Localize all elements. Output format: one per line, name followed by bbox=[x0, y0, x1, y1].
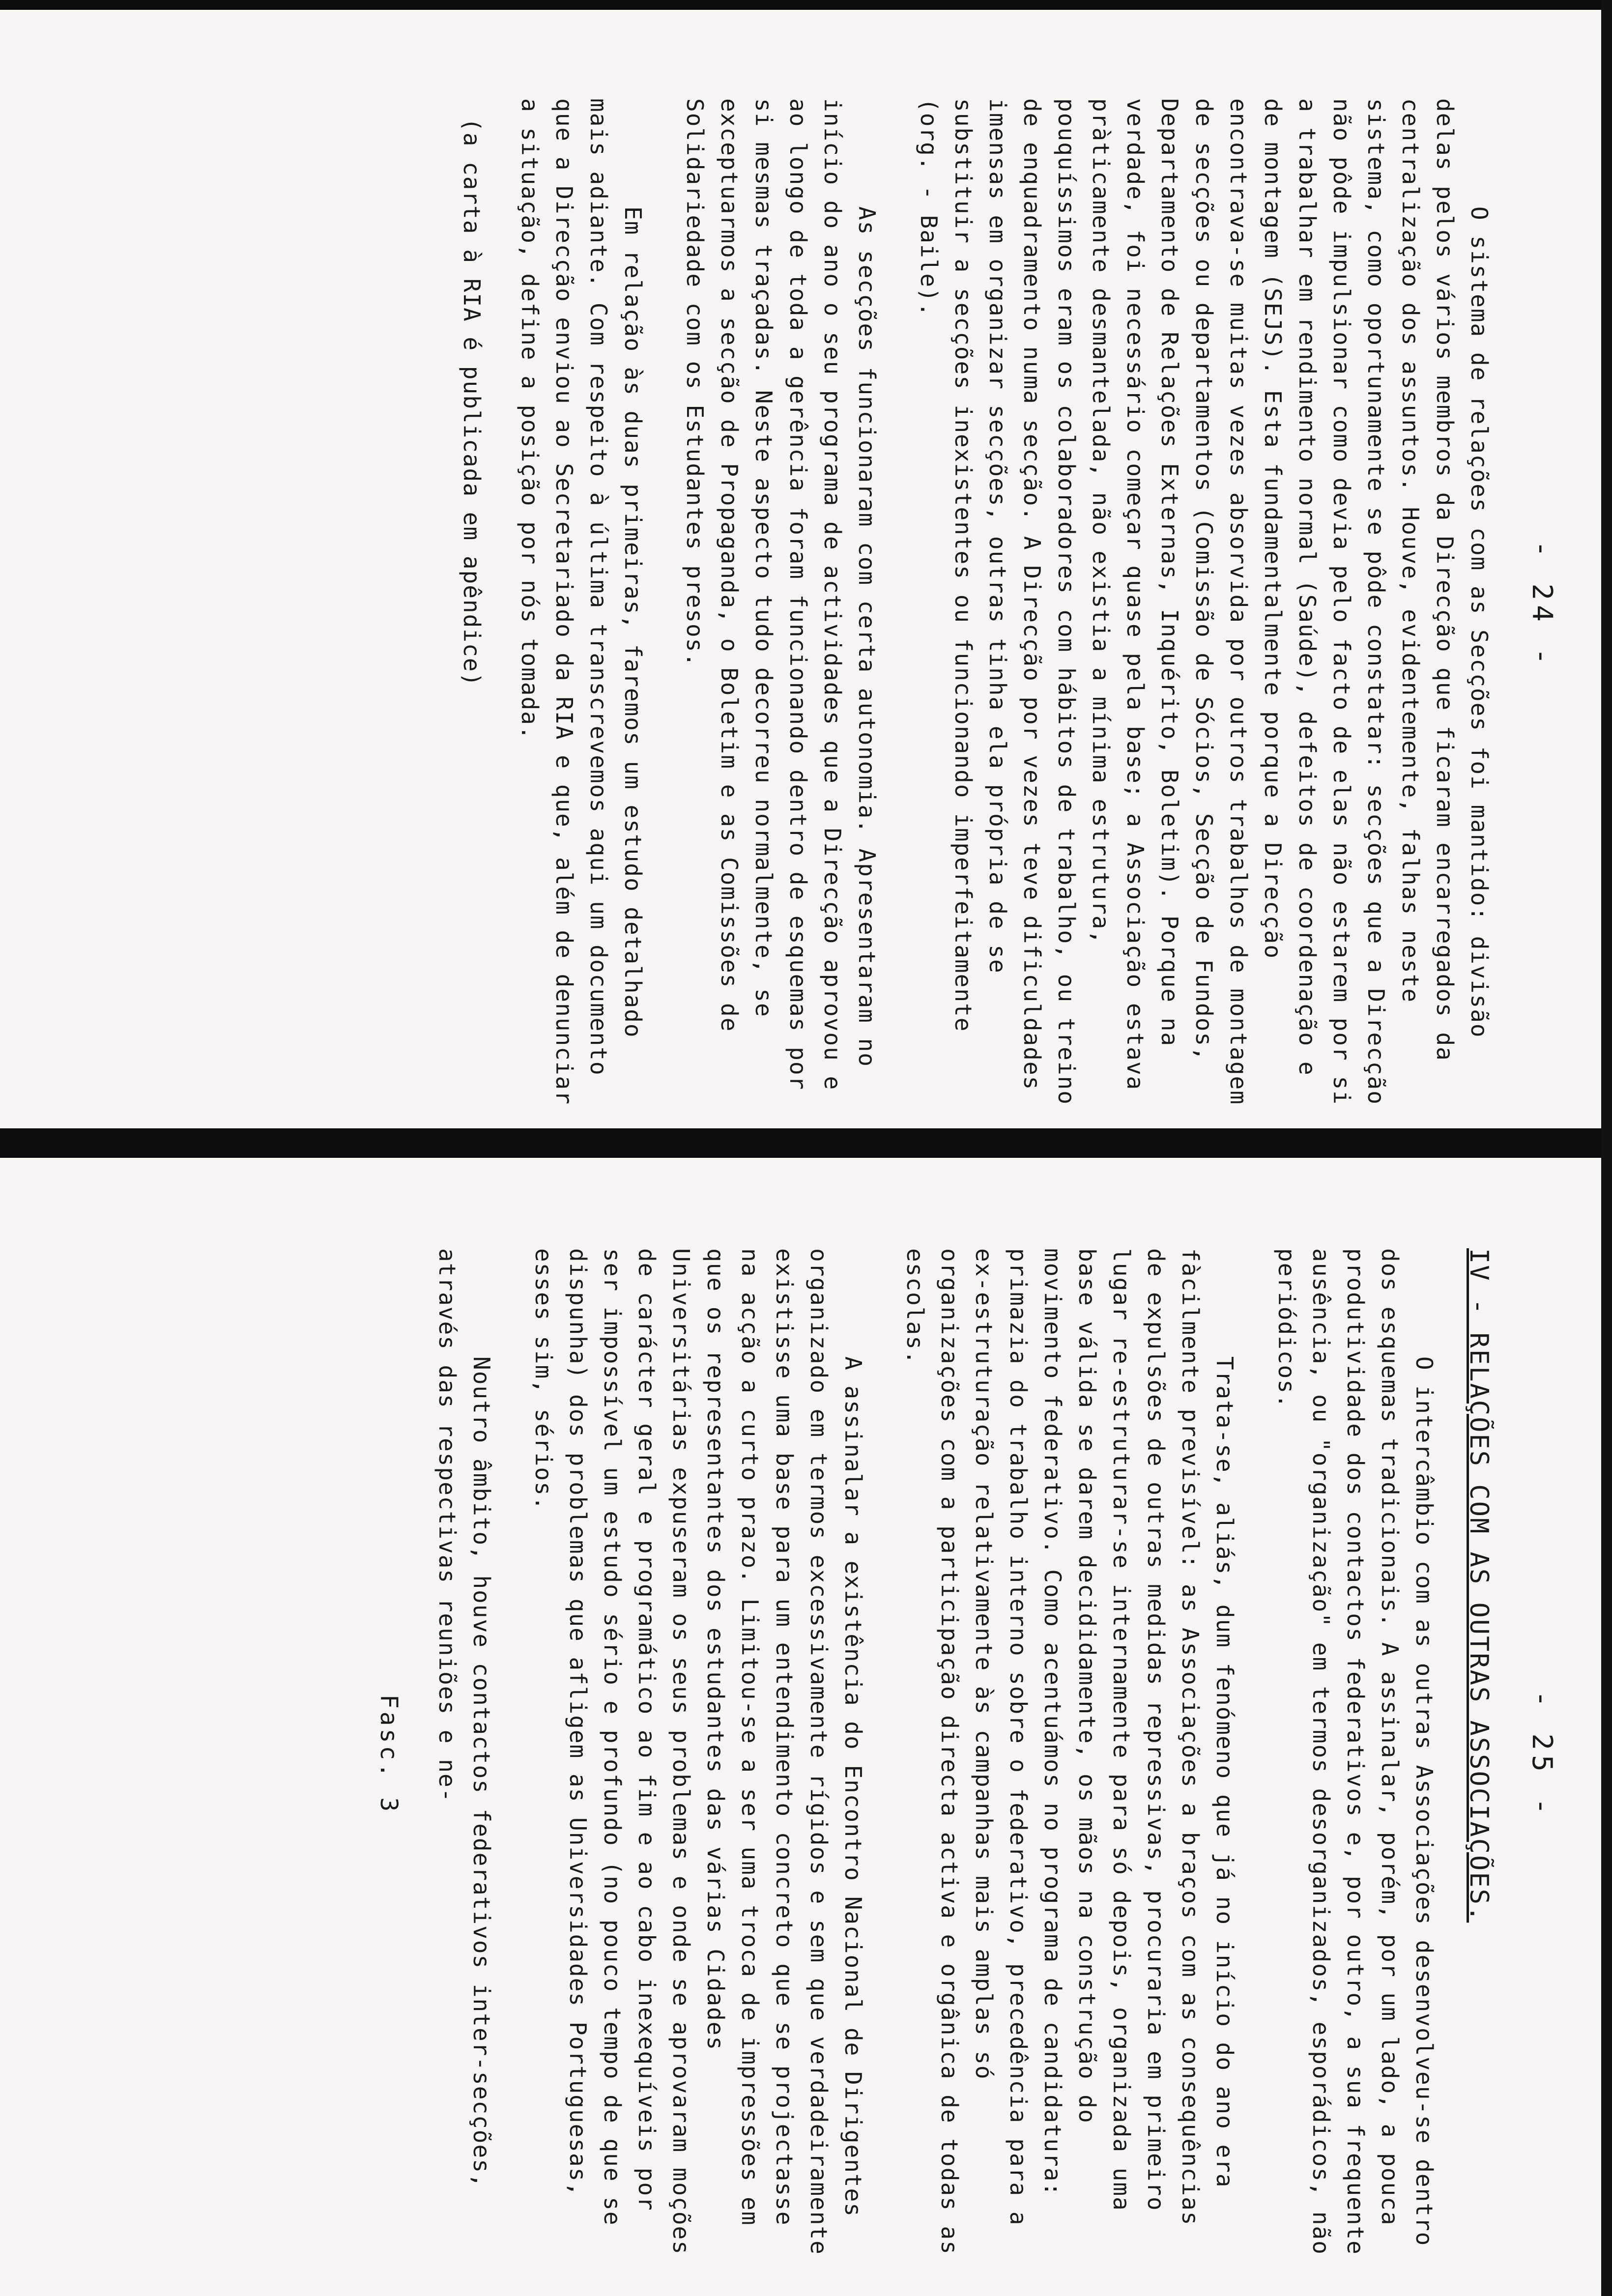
paragraph: Em relação às duas primeiras, faremos um estudo detalhado mais adiante. Com respeito à última transcrevemos aqui um documento que a Direcção enviou ao Secretariado da RIA e que, além de denunciar a situação, define a posição por nós tomada. bbox=[517, 98, 646, 1120]
paragraph: As secções funcionaram com certa autonomia. Apresentaram no início do ano o seu programa de actividades que a Direcção aprovou e ao longo de toda a gerência foram funcionando dentro de esquemas por si mesmas traçadas. Neste aspecto tudo decorreu normalmente, se exceptuarmos a secção de Propaganda, o Boletim e as Comissões de Solidariedade com os Estudantes presos. bbox=[682, 98, 880, 1105]
paragraph: A assinalar a existência do Encontro Nacional de Dirigentes organizado em termos excessivamente rígidos e sem que verdadeiramente existisse uma base para um entendimento concreto que se projectasse na acção a curto prazo. Limitou-se a ser uma troca de impressões em que os representantes dos estudantes das várias Cidades Universitárias expuseram os seus problemas e onde se aprovaram moções de carácter geral e programático ao fim e ao cabo inexequíveis por ser impossível um estudo sério e profundo (no pouco tempo de que se dispunha) dos problemas que afligem as Universidades Portuguesas, esses sim, sérios. bbox=[530, 1248, 866, 2270]
scan-border-middle bbox=[0, 1128, 1612, 1158]
section-heading: IV - RELAÇÕES COM AS OUTRAS ASSOCIAÇÕES. bbox=[1464, 1248, 1494, 1923]
paragraph: Trata-se, aliás, dum fenómeno que já no início do ano era fàcilmente previsível: as Associações a braços com as consequências de expulsões de outras medidas repressivas, procuraria em primeiro lugar re-estruturar-se internamente para só depois, organizada uma base válida se darem decididamente, os mãos na construção do movimento federativo. Como acentuámos no programa de candidatura: primazia do trabalho interno sobre o federativo, precedência para a ex-estruturação relativamente às campanhas mais amplas só organizações com a participação directa activa e orgânica de todas as escolas. bbox=[902, 1248, 1238, 2270]
scan-border-right bbox=[1601, 0, 1612, 2296]
page-24 bbox=[0, 69, 1558, 1140]
fascicle-label: Fasc. 3 bbox=[375, 1694, 403, 1815]
paragraph: O intercâmbio com as outras Associações desenvolveu-se dentro dos esquemas tradicionais. A assinalar, porém, por um lado, a pouca produtividade dos contactos federativos e, por outro, a sua frequente ausência, ou "organização" em termos desorganizados, esporádicos, não periódicos. bbox=[1273, 1248, 1438, 2270]
scan-border-top bbox=[0, 0, 1612, 10]
paragraph: O sistema de relações com as Secções foi mantido: divisão delas pelos vários membros da Direcção que ficaram encarregados da centralização dos assuntos. Houve, evidentemente, falhas neste sistema, como oportunamente se pôde constatar: secções que a Direcção não pôde impulsionar como devia pelo facto de elas não estarem por si a trabalhar em rendimento normal (Saúde), defeitos de coordenação e de montagem (SEJS). Esta fundamentalmente porque a Direcção encontrava-se muitas vezes absorvida por outros trabalhos de montagem de secções ou departamentos (Comissão de Sócios, Secção de Fundos, Departamento de Relações Externas, Inquérito, Boletim). Porque na verdade, foi necessário começar quase pela base; a Associação estava pràticamente desmantelada, não existia a mínima estrutura, pouquíssimos eram os colaboradores com hábitos de trabalho, ou treino de enquadramento numa secção. A Direcção por vezes teve dificuldades imensas em organizar secções, outras tinha ela própria de se substituir a secções inexistentes ou funcionando imperfeitamente (org. - Baile). bbox=[916, 98, 1493, 1120]
page-number: - 24 - bbox=[1526, 541, 1558, 670]
appendix-note: (a carta à RIA é publicada em apêndice) bbox=[459, 118, 485, 688]
page-25 bbox=[0, 1219, 1558, 2290]
page-number: - 25 - bbox=[1526, 1691, 1558, 1820]
paragraph: Noutro âmbito, houve contactos federativos inter-secções, através das respectivas reuniões e ne- bbox=[434, 1248, 495, 2203]
